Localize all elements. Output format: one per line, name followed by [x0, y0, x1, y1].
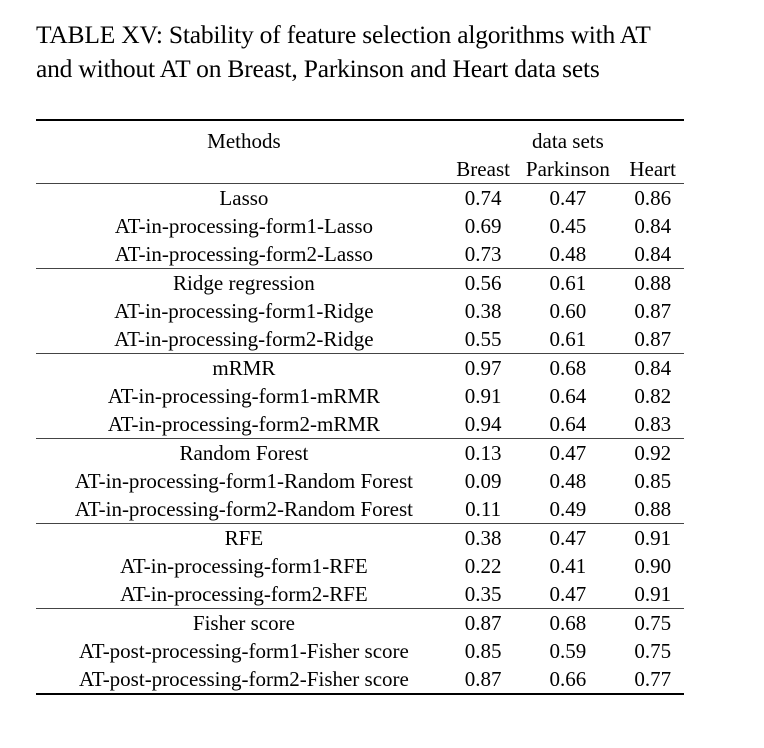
- value-breast: 0.09: [464, 469, 502, 493]
- value-heart: 0.92: [634, 441, 672, 465]
- value-breast: 0.74: [464, 186, 502, 210]
- value-breast: 0.85: [464, 639, 502, 663]
- value-heart: 0.75: [634, 611, 672, 635]
- method-name: Fisher score: [192, 611, 295, 635]
- value-parkinson: 0.47: [549, 526, 587, 550]
- value-heart: 0.82: [634, 384, 672, 408]
- table-row: [36, 269, 684, 298]
- value-heart: 0.87: [634, 299, 672, 323]
- table-row: [36, 297, 684, 325]
- value-breast: 0.87: [464, 611, 502, 635]
- value-parkinson: 0.61: [549, 271, 587, 295]
- value-parkinson: 0.68: [549, 356, 587, 380]
- value-parkinson: 0.41: [549, 554, 587, 578]
- value-parkinson: 0.60: [549, 299, 587, 323]
- table-row: [36, 580, 684, 609]
- value-parkinson: 0.68: [549, 611, 587, 635]
- value-heart: 0.88: [634, 497, 672, 521]
- value-breast: 0.35: [464, 582, 502, 606]
- method-name: AT-in-processing-form2-Random Forest: [74, 497, 413, 521]
- method-name: AT-in-processing-form2-Lasso: [114, 242, 374, 266]
- table-row: [36, 609, 684, 638]
- header-breast: Breast: [456, 157, 510, 181]
- value-parkinson: 0.49: [549, 497, 587, 521]
- table-row: [36, 382, 684, 410]
- table-caption: [36, 18, 756, 86]
- caption-line-2: and without AT on Breast, Parkinson and Heart data sets: [36, 54, 600, 83]
- method-name: AT-in-processing-form1-Lasso: [114, 214, 374, 238]
- method-name: AT-in-processing-form2-mRMR: [107, 412, 381, 436]
- value-breast: 0.94: [464, 412, 502, 436]
- value-parkinson: 0.47: [549, 186, 587, 210]
- table-row: [36, 410, 684, 439]
- table-body: [36, 184, 684, 695]
- value-parkinson: 0.59: [549, 639, 587, 663]
- stability-table: [36, 119, 684, 695]
- value-breast: 0.56: [464, 271, 502, 295]
- method-name: AT-in-processing-form1-mRMR: [107, 384, 381, 408]
- table-row: [36, 354, 684, 383]
- method-name: AT-post-processing-form1-Fisher score: [78, 639, 409, 663]
- table-header: [36, 120, 684, 184]
- value-breast: 0.38: [464, 526, 502, 550]
- value-heart: 0.86: [634, 186, 672, 210]
- value-parkinson: 0.45: [549, 214, 587, 238]
- method-name: AT-in-processing-form2-Ridge: [114, 327, 374, 351]
- value-breast: 0.22: [464, 554, 502, 578]
- method-name: AT-in-processing-form1-Random Forest: [74, 469, 413, 493]
- value-parkinson: 0.47: [549, 441, 587, 465]
- method-name: Lasso: [219, 186, 269, 210]
- value-parkinson: 0.64: [549, 384, 587, 408]
- header-heart: Heart: [629, 157, 677, 181]
- value-parkinson: 0.64: [549, 412, 587, 436]
- value-breast: 0.91: [464, 384, 502, 408]
- value-breast: 0.69: [464, 214, 502, 238]
- value-heart: 0.75: [634, 639, 672, 663]
- method-name: Random Forest: [179, 441, 309, 465]
- value-heart: 0.77: [634, 667, 672, 691]
- value-breast: 0.13: [464, 441, 502, 465]
- value-parkinson: 0.47: [549, 582, 587, 606]
- method-name: mRMR: [212, 356, 276, 380]
- value-breast: 0.38: [464, 299, 502, 323]
- value-heart: 0.88: [634, 271, 672, 295]
- value-heart: 0.87: [634, 327, 672, 351]
- method-name: AT-in-processing-form2-RFE: [120, 582, 368, 606]
- value-heart: 0.84: [634, 242, 672, 266]
- method-name: AT-in-processing-form1-Ridge: [114, 299, 374, 323]
- value-heart: 0.90: [634, 554, 672, 578]
- table-row: [36, 552, 684, 580]
- value-heart: 0.84: [634, 356, 672, 380]
- value-parkinson: 0.66: [549, 667, 587, 691]
- header-methods: Methods: [207, 129, 281, 153]
- method-name: RFE: [224, 526, 264, 550]
- value-heart: 0.91: [634, 526, 672, 550]
- value-breast: 0.73: [464, 242, 502, 266]
- header-blank: [36, 155, 452, 184]
- value-parkinson: 0.61: [549, 327, 587, 351]
- method-name: AT-in-processing-form1-RFE: [120, 554, 368, 578]
- value-parkinson: 0.48: [549, 469, 587, 493]
- header-row-2: [36, 155, 684, 184]
- table-row: [36, 439, 684, 468]
- table-row: [36, 240, 684, 269]
- table-row: [36, 184, 684, 213]
- value-heart: 0.84: [634, 214, 672, 238]
- value-heart: 0.91: [634, 582, 672, 606]
- header-data-sets: data sets: [532, 129, 604, 153]
- value-parkinson: 0.48: [549, 242, 587, 266]
- table-row: [36, 212, 684, 240]
- value-breast: 0.11: [465, 497, 502, 521]
- value-breast: 0.97: [464, 356, 502, 380]
- table-row: [36, 495, 684, 524]
- method-name: AT-post-processing-form2-Fisher score: [78, 667, 409, 691]
- method-name: Ridge regression: [173, 271, 315, 295]
- value-breast: 0.55: [464, 327, 502, 351]
- table-row: [36, 665, 684, 694]
- table-row: [36, 467, 684, 495]
- caption-line-1: TABLE XV: Stability of feature selection algorithms with AT: [36, 20, 651, 49]
- value-heart: 0.83: [634, 412, 672, 436]
- table-row: [36, 637, 684, 665]
- table-row: [36, 325, 684, 354]
- header-parkinson: Parkinson: [525, 157, 610, 181]
- header-row-1: [36, 120, 684, 155]
- table-row: [36, 524, 684, 553]
- value-heart: 0.85: [634, 469, 672, 493]
- value-breast: 0.87: [464, 667, 502, 691]
